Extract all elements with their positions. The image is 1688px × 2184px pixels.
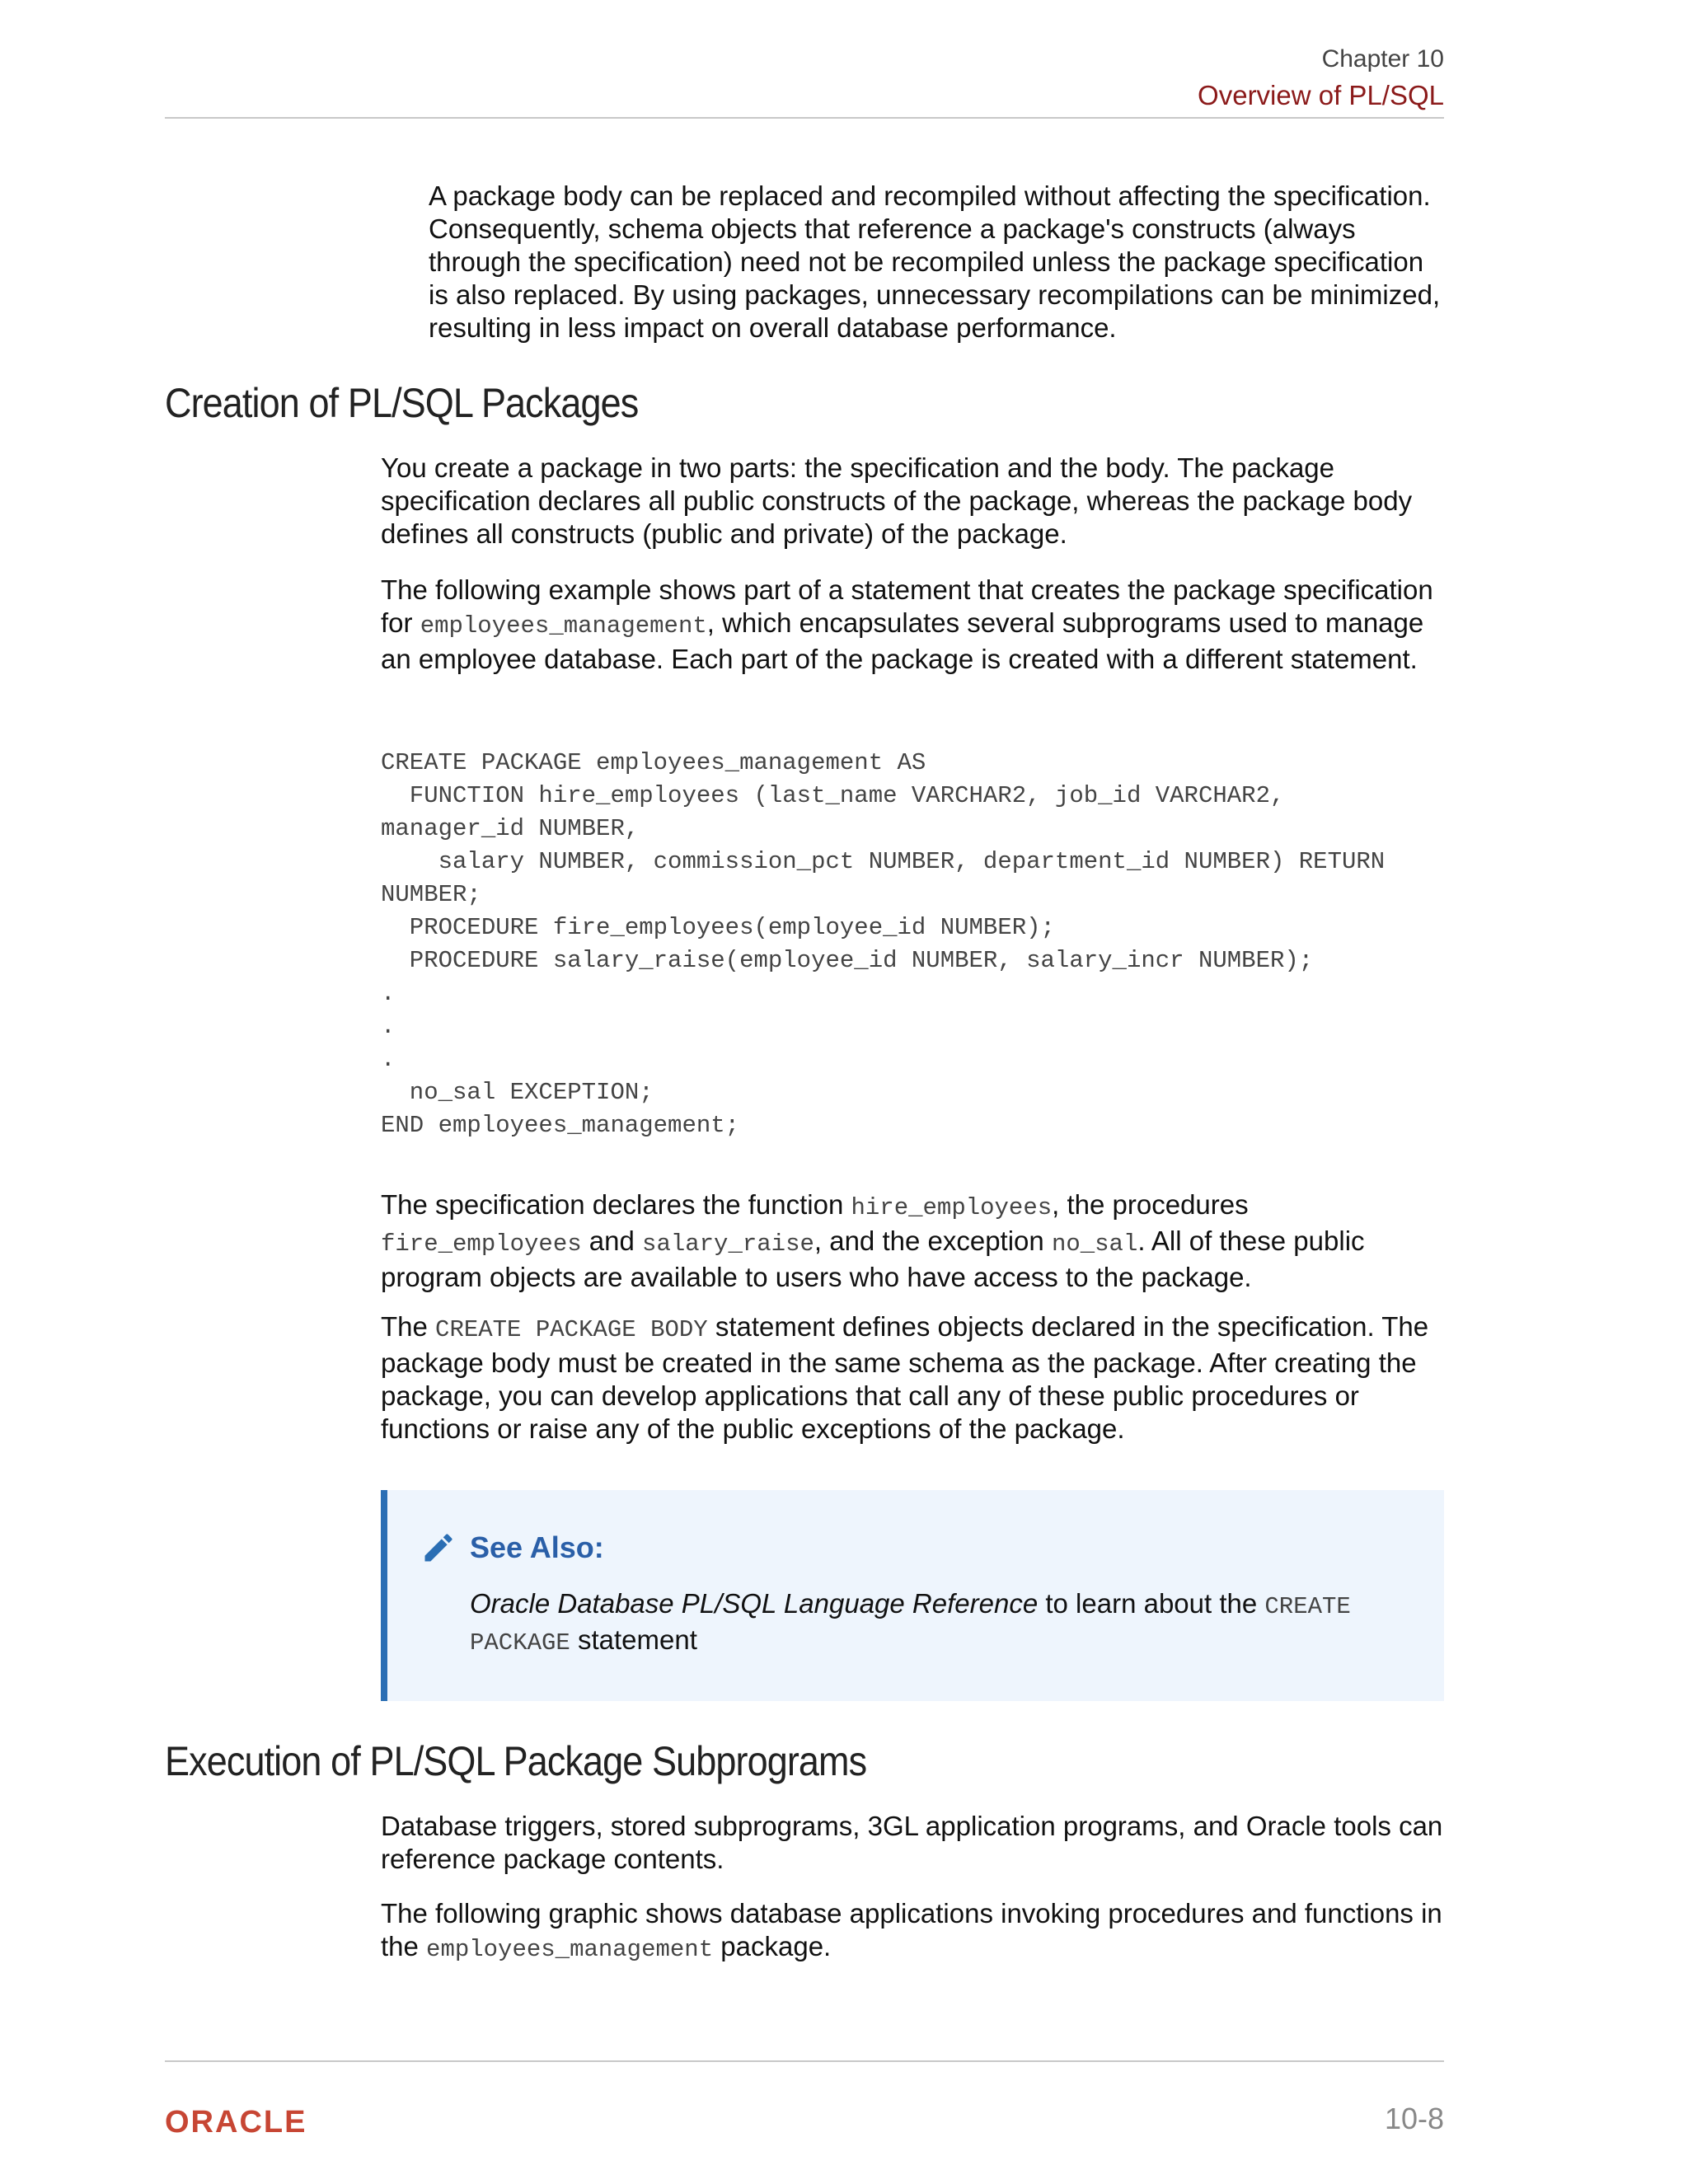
see-also-note [381, 1490, 1444, 1701]
text-run: statement [570, 1624, 697, 1655]
inline-code: CREATE PACKAGE BODY [435, 1316, 708, 1343]
inline-code: employees_management [420, 612, 707, 640]
creation-paragraph-4 [381, 1310, 1444, 1446]
section-heading-creation: Creation of PL/SQL Packages [165, 380, 639, 426]
pencil-icon [420, 1530, 457, 1566]
text-run: . All of these public program objects are available to users who have access to the package. [381, 1226, 1365, 1292]
inline-code: salary_raise [642, 1230, 814, 1258]
inline-code: employees_management [426, 1936, 714, 1963]
header-divider [165, 117, 1444, 119]
creation-paragraph-1: You create a package in two parts: the specification and the body. The package specification declares all public constructs of the package, whereas the package body defines all constructs (public and private) of the package. [381, 452, 1413, 549]
inline-code: hire_employees [851, 1194, 1053, 1221]
footer-divider [165, 2060, 1444, 2062]
text-run: The [381, 1311, 436, 1342]
text-run: and [581, 1226, 643, 1256]
section-heading-execution: Execution of PL/SQL Package Subprograms [165, 1738, 867, 1784]
text-run: The specification declares the function [381, 1189, 851, 1220]
oracle-logo [165, 2104, 346, 2137]
reference-title[interactable]: Oracle Database PL/SQL Language Reference [470, 1588, 1039, 1619]
text-run: to learn about the [1038, 1588, 1265, 1619]
see-also-body [470, 1587, 1409, 1660]
text-run: package. [713, 1931, 832, 1961]
text-run: The following graphic shows database applications invoking procedures and functions in the [381, 1898, 1442, 1961]
execution-paragraph-2 [381, 1897, 1444, 1966]
see-also-title: See Also: [470, 1530, 604, 1564]
code-example: CREATE PACKAGE employees_management AS FUNCTION hire_employees (last_name VARCHAR2, job_id VARCHAR2, manager_id NUMBER, salary NUMBER, commission_pct NUMBER, department_id NUMBER) RETURN NUMBER; PROCEDURE fire_employees(employee_id NUMBER); PROCEDURE salary_raise(employee_id NUMBER, salary_incr NUMBER); . . . no_sal EXCEPTION; END employees_management; [381, 749, 1386, 1139]
inline-code: CREATE PACKAGE [470, 1593, 1351, 1657]
inline-code: fire_employees [381, 1230, 582, 1258]
text-run: , and the exception [814, 1226, 1052, 1256]
chapter-label: Chapter 10 [1321, 45, 1444, 73]
creation-paragraph-3 [381, 1188, 1444, 1294]
see-also-header [420, 1530, 604, 1566]
chapter-title: Overview of PL/SQL [1198, 80, 1444, 110]
text-run: , the procedures [1052, 1189, 1249, 1220]
text-run: , which encapsulates several subprograms used to manage an employee database. Each part of the package is created with a different statement. [381, 607, 1424, 674]
creation-paragraph-2 [381, 574, 1444, 676]
text-run: The following example shows part of a statement that creates the package specification for [381, 574, 1433, 638]
text-run: statement defines objects declared in the specification. The package body must be created in the same schema as the package. After creating the package, you can develop applications that call any of these public procedures or functions or raise any of the public exceptions of the package. [381, 1311, 1429, 1444]
inline-code: no_sal [1051, 1230, 1138, 1258]
intro-paragraph: A package body can be replaced and recompiled without affecting the specification. Consequently, schema objects that reference a package's constructs (always through the specification) need not be recompiled unless the package specification is also replaced. By using packages, unnecessary recompilations can be minimized, resulting in less impact on overall database performance. [429, 180, 1441, 343]
logo-text: ORACLE [165, 2105, 307, 2137]
page-number: 10-8 [1384, 2102, 1444, 2135]
page-header [1198, 41, 1444, 114]
execution-paragraph-1: Database triggers, stored subprograms, 3GL application programs, and Oracle tools can reference package contents. [381, 1811, 1443, 1874]
